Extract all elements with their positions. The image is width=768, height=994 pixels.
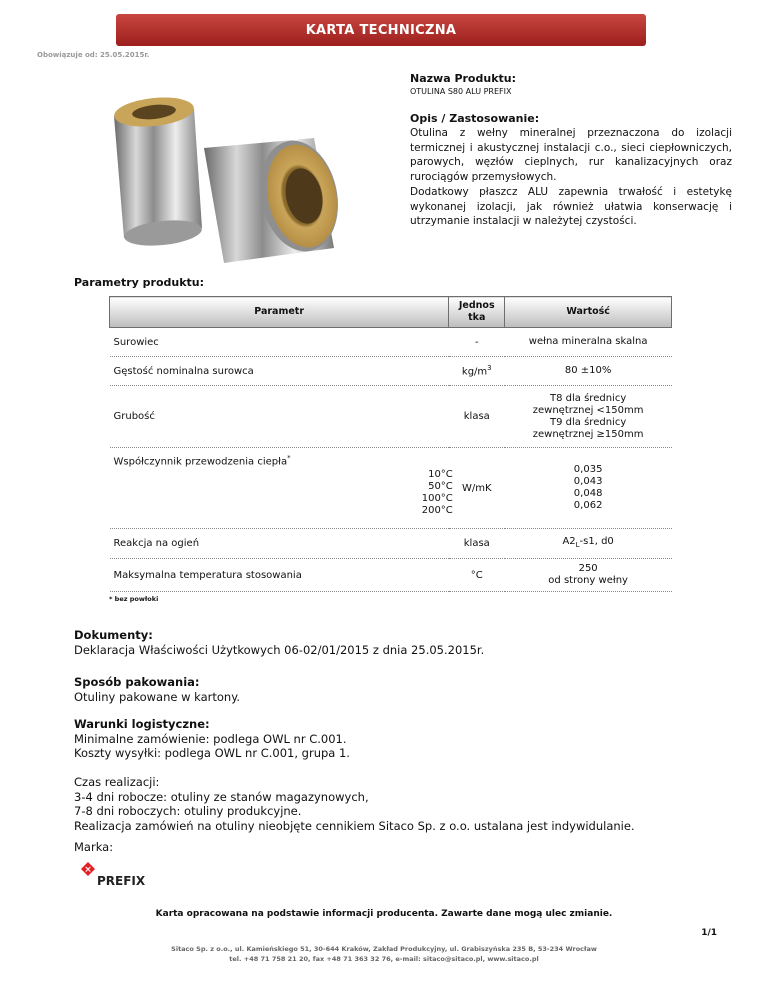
packaging-heading: Sposób pakowania:: [74, 675, 200, 689]
logistics-line: Minimalne zamówienie: podlega OWL nr C.001.: [74, 731, 347, 746]
description-paragraph-2: Dodatkowy płaszcz ALU zapewnia trwałość i estetykę wykonanej izolacji, jak również ułatwia konserwację i utrzymanie instalacji w należytej czystości.: [410, 186, 732, 227]
parameters-heading: Parametry produktu:: [74, 276, 205, 289]
table-footnote: * bez powłoki: [109, 595, 159, 603]
lead-time-line: Realizacja zamówień na otuliny nieobjęte cennikiem Sitaco Sp. z o.o. ustalana jest indywidulanie.: [74, 818, 635, 833]
logistics-heading: Warunki logistyczne:: [74, 717, 210, 731]
product-name: OTULINA S80 ALU PREFIX: [410, 87, 512, 96]
valid-from-date: Obowiązuje od: 25.05.2015r.: [37, 51, 150, 59]
param-name: Maksymalna temperatura stosowania: [110, 559, 449, 592]
param-name: Gęstość nominalna surowca: [110, 357, 449, 386]
product-name-heading: Nazwa Produktu:: [410, 72, 516, 85]
lead-time-line: 7-8 dni roboczych: otuliny produkcyjne.: [74, 804, 302, 818]
insulation-pipe-back: [113, 94, 203, 249]
disclaimer: Karta opracowana na podstawie informacji producenta. Zawarte dane mogą ulec zmianie.: [155, 909, 613, 919]
param-unit: klasa: [449, 386, 505, 448]
column-header-parameter: Parametr: [110, 297, 449, 328]
temperature-list: 10°C 50°C 100°C 200°C: [421, 469, 453, 516]
product-info-column: [410, 72, 732, 229]
documents-section: [74, 628, 714, 657]
param-unit: $kg/m^3$: [449, 357, 505, 386]
insulation-pipe-front: [204, 133, 348, 263]
documents-heading: Dokumenty:: [74, 628, 153, 642]
column-header-unit: Jednostka: [449, 297, 505, 328]
packaging-section: [74, 675, 714, 704]
logistics-line: Koszty wysyłki: podlega OWL nr C.001, grupa 1.: [74, 746, 350, 760]
brand-heading: Marka:: [74, 840, 114, 854]
param-value: 0,035 0,043 0,048 0,062: [505, 448, 672, 529]
lead-time-heading: Czas realizacji:: [74, 775, 160, 789]
param-name: Współczynnik przewodzenia ciepła* 10°C 50°C 100°C 200°C: [110, 448, 449, 529]
parameters-table: [109, 296, 672, 592]
param-value: 250 od strony wełny: [505, 559, 672, 592]
param-unit: W/mK: [449, 448, 505, 529]
table-row: [110, 357, 672, 386]
page-number: 1/1: [701, 928, 717, 938]
prefix-logo: [80, 861, 160, 888]
product-photo: [84, 78, 374, 278]
table-row: [110, 448, 672, 529]
param-value: wełna mineralna skalna: [505, 328, 672, 357]
documents-text: Deklaracja Właściwości Użytkowych 06-02/01/2015 z dnia 25.05.2015r.: [74, 642, 485, 657]
param-value: T8 dla średnicy zewnętrznej <150mm T9 dla średnicy zewnętrznej ≥150mm: [505, 386, 672, 448]
company-contact: tel. +48 71 758 21 20, fax +48 71 363 32 76, e-mail: sitaco@sitaco.pl, www.sitaco.pl: [229, 955, 539, 963]
logistics-section: [74, 717, 714, 761]
param-name: Reakcja na ogień: [110, 529, 449, 559]
column-header-value: Wartość: [505, 297, 672, 328]
lead-time-section: [74, 775, 714, 833]
svg-text:×: ×: [84, 865, 92, 875]
document-title-banner: KARTA TECHNICZNA: [116, 14, 646, 46]
param-unit: klasa: [449, 529, 505, 559]
packaging-text: Otuliny pakowane w kartony.: [74, 689, 241, 704]
param-name: Grubość: [110, 386, 449, 448]
param-value: 80 ±10%: [505, 357, 672, 386]
lead-time-line: 3-4 dni robocze: otuliny ze stanów magazynowych,: [74, 789, 369, 804]
svg-text:PREFIX: PREFIX: [97, 874, 146, 888]
param-value: $A2_L-s1$, d0: [505, 529, 672, 559]
company-address: Sitaco Sp. z o.o., ul. Kamieńskiego 51, 30-644 Kraków, Zakład Produkcyjny, ul. Grabiszyńska 235 B, 53-234 Wrocław: [171, 945, 597, 953]
description-heading: Opis / Zastosowanie:: [410, 112, 540, 125]
table-row: [110, 386, 672, 448]
table-row: [110, 529, 672, 559]
table-row: [110, 559, 672, 592]
param-unit: -: [449, 328, 505, 357]
description-paragraph-1: Otulina z wełny mineralnej przeznaczona do izolacji termicznej i akustycznej instalacji c.o., sieci ciepłowniczych, parowych, węzłów cieplnych, rur kanalizacyjnych oraz rurociągów przemysłowych.: [410, 127, 732, 183]
table-row: [110, 328, 672, 357]
param-unit: °C: [449, 559, 505, 592]
param-name: Surowiec: [110, 328, 449, 357]
company-footer: [0, 944, 768, 964]
